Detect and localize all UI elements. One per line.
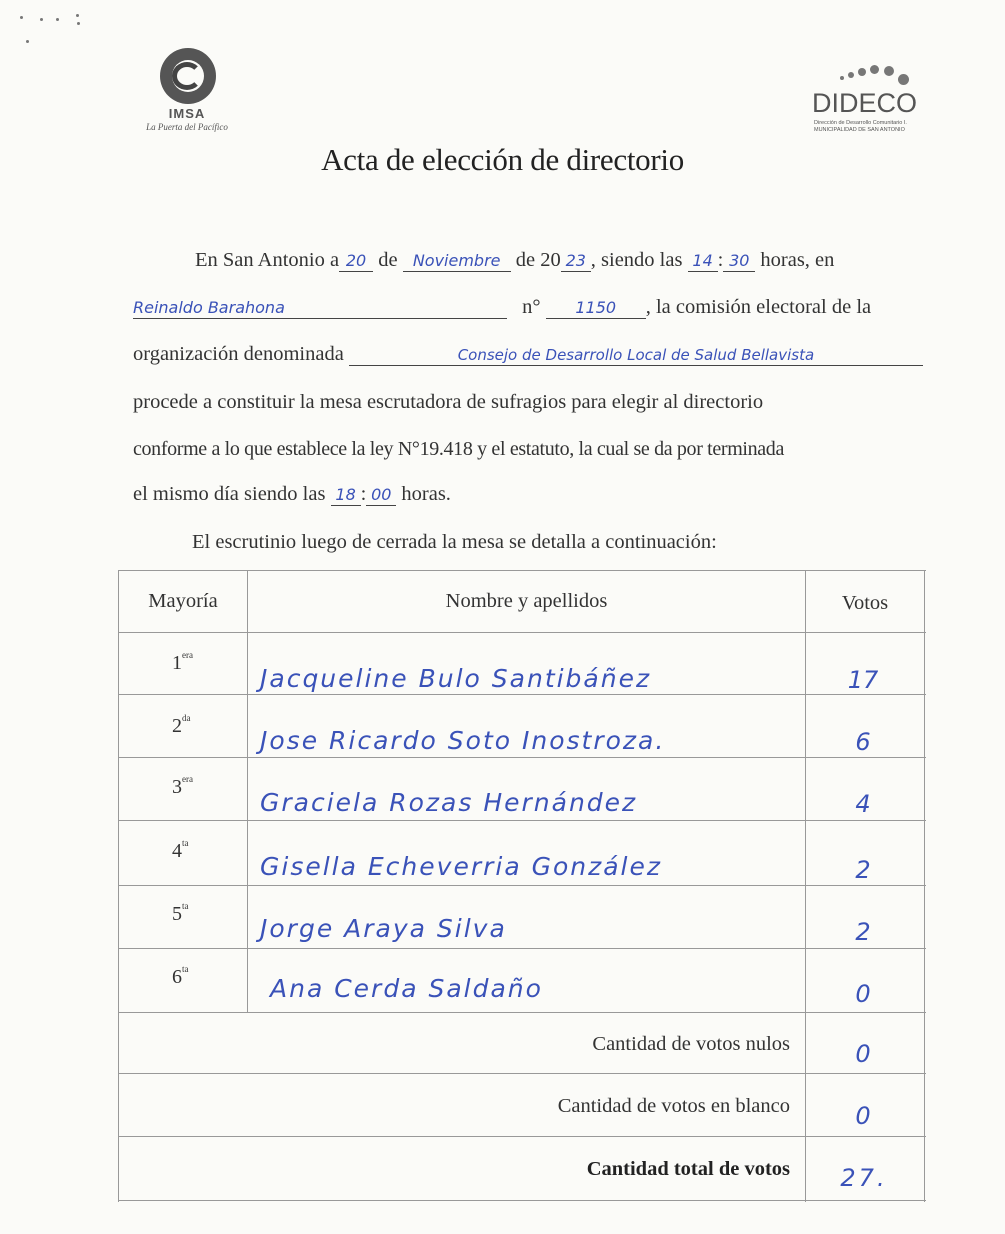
line-date-time: En San Antonio a 20 de Noviembre de 20 23 , siendo las 14 : 30 horas, en [195,249,835,271]
candidate-name: Gisella Echeverria González [260,852,662,881]
total-votes-value: 27. [840,1164,888,1192]
line-end-time: el mismo día siendo las 18 : 00 horas. [133,483,451,505]
candidate-name: Jorge Araya Silva [260,914,507,943]
year-field: 23 [561,251,591,272]
candidate-votes: 2 [855,918,871,946]
dideco-logo-name: DIDECO [812,88,918,118]
month-field: Noviembre [403,251,511,272]
header-votes: Votos [841,592,889,614]
line-procedure: procede a constituir la mesa escrutadora de sufragios para elegir al directorio [133,391,764,413]
document-title: Acta de elección de directorio [321,142,684,177]
candidate-votes: 0 [855,980,871,1008]
rank-1: $1^{era}$ [172,650,193,674]
dideco-logo-subtitle: Dirección de Desarrollo Comunitario I. MUNICIPALIDAD DE SAN ANTONIO [814,120,907,133]
header-name: Nombre y apellidos [445,590,608,612]
blank-votes-label: Cantidad de votos en blanco [557,1095,790,1117]
line-scrutiny-intro: El escrutinio luego de cerrada la mesa se detalla a continuación: [192,531,717,553]
rank-5: $5^{ta}$ [172,901,189,925]
candidate-votes: 6 [855,728,871,756]
total-votes-label: Cantidad total de votos [586,1158,790,1180]
imsa-logo [132,48,242,144]
candidate-name: Jacqueline Bulo Santibáñez [260,664,652,693]
candidate-votes: 4 [855,790,871,818]
header-rank: Mayoría [148,590,218,612]
blank-votes-value: 0 [855,1102,871,1130]
line-law: conforme a lo que establece la ley N°19.418 y el estatuto, la cual se da por terminada [133,438,784,460]
line-organization: organización denominada Consejo de Desarrollo Local de Salud Bellavista [133,342,919,366]
rank-2: $2^{da}$ [172,713,191,737]
dideco-dots-icon [840,62,910,88]
candidate-name: Ana Cerda Saldaño [270,974,543,1003]
null-votes-value: 0 [855,1040,871,1068]
start-minute-field: 30 [723,251,755,272]
scan-artifact [14,10,94,50]
street-field: Reinaldo Barahona [133,298,507,319]
line-address: Reinaldo Barahona n° 1150 , la comisión electoral de la [133,296,872,318]
candidate-votes: 17 [847,666,879,694]
candidate-votes: 2 [855,856,871,884]
imsa-logo-name: IMSA [168,106,206,121]
end-minute-field: 00 [366,485,396,506]
organization-field: Consejo de Desarrollo Local de Salud Bellavista [349,345,923,366]
candidate-name: Jose Ricardo Soto Inostroza. [260,726,666,755]
candidate-name: Graciela Rozas Hernández [260,788,638,817]
dideco-logo [812,60,922,140]
rank-4: $4^{ta}$ [172,838,189,862]
day-field: 20 [339,251,373,272]
results-table [118,570,926,1202]
imsa-logo-tagline: La Puerta del Pacífico [146,122,228,132]
rank-6: $6^{ta}$ [172,964,189,988]
end-hour-field: 18 [331,485,361,506]
null-votes-label: Cantidad de votos nulos [592,1033,790,1055]
start-hour-field: 14 [688,251,718,272]
street-number-field: 1150 [546,298,646,319]
rank-3: $3^{era}$ [172,774,193,798]
